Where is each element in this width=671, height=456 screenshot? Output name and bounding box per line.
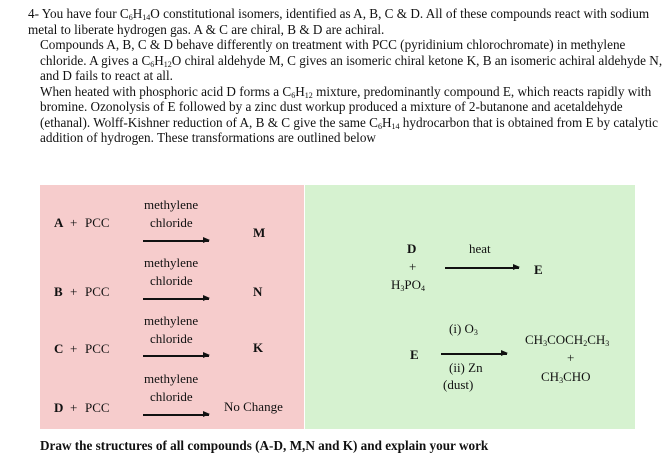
product-e: E [534, 262, 543, 277]
zinc-step: (ii) Zn [449, 360, 483, 375]
product-no-change: No Change [224, 399, 283, 414]
plus-sign: + [70, 215, 78, 230]
reactant-d: D [54, 400, 64, 415]
condition-label: methylene [144, 255, 199, 270]
problem-text [28, 6, 668, 146]
reaction-arrow [143, 414, 209, 416]
reaction-arrow [143, 298, 209, 300]
reactant-b: B [54, 284, 63, 299]
phosphoric-acid-label: $H_3PO_4$ [391, 277, 426, 293]
reactant-d: D [407, 241, 417, 256]
condition-label: methylene [144, 197, 199, 212]
condition-label: methylene [144, 313, 199, 328]
reaction-arrow [445, 267, 519, 269]
product-2-butanone: $CH_3COCH_2CH_3$ [525, 332, 610, 348]
plus-sign: + [409, 259, 417, 274]
reagent-pcc: PCC [85, 400, 110, 415]
reactant-a: A [54, 215, 64, 230]
reactant-e: E [410, 347, 419, 362]
ozone-step: (i) $O_3$ [449, 321, 478, 337]
elimination-ozonolysis-panel [305, 185, 635, 429]
heat-condition: heat [469, 241, 491, 256]
problem-paragraph-3: When heated with phosphoric acid D forms a $C_6H_{12}$ mixture, predominantly compound E, which reacts rapidly with bromine. Ozonolysis of E followed by a zinc dust workup produced a mixture of 2-butanone and acetaldehyde (ethanal). Wolff-Kishner reduction of A, B & C give the same $C_6H_{14}$ hydrocarbon that is obtained from E by catalytic addition of hydrogen. These transformations are outlined below [40, 83, 659, 145]
reaction-arrow [441, 353, 507, 355]
reagent-pcc: PCC [85, 215, 110, 230]
product-acetaldehyde: $CH_3CHO$ [541, 369, 591, 385]
reagent-pcc: PCC [85, 284, 110, 299]
problem-paragraph-2: Compounds A, B, C & D behave differently on treatment with PCC (pyridinium chlorochromate) in methylene chloride. A gives a $C_6H_{12}O$ chiral aldehyde M, C gives an isomeric chiral ketone K, B an isomeric achiral aldehyde N, and D fails to react at all. [40, 37, 663, 83]
reaction-arrow [143, 355, 209, 357]
plus-sign: + [70, 284, 78, 299]
pcc-reaction-panel [40, 185, 304, 429]
plus-sign: + [70, 341, 78, 356]
product-m: M [253, 225, 266, 240]
plus-sign: + [70, 400, 78, 415]
question-prompt: Draw the structures of all compounds (A-D, M,N and K) and explain your work [40, 438, 489, 453]
problem-paragraph-1: 4- You have four $C_6H_{14}O$ constitutional isomers, identified as A, B, C & D. All of these compounds react with sodium metal to liberate hydrogen gas. A & C are chiral, B & D are achiral. [28, 6, 650, 37]
reactant-c: C [54, 341, 64, 356]
reagent-pcc: PCC [85, 341, 110, 356]
condition-label: chloride [150, 331, 193, 346]
plus-sign: + [567, 350, 575, 365]
reaction-arrow [143, 240, 209, 242]
condition-label: chloride [150, 215, 193, 230]
condition-label: methylene [144, 371, 199, 386]
zinc-dust-label: (dust) [443, 377, 474, 392]
condition-label: chloride [150, 389, 193, 404]
product-n: N [253, 284, 263, 299]
product-k: K [253, 340, 264, 355]
condition-label: chloride [150, 273, 193, 288]
